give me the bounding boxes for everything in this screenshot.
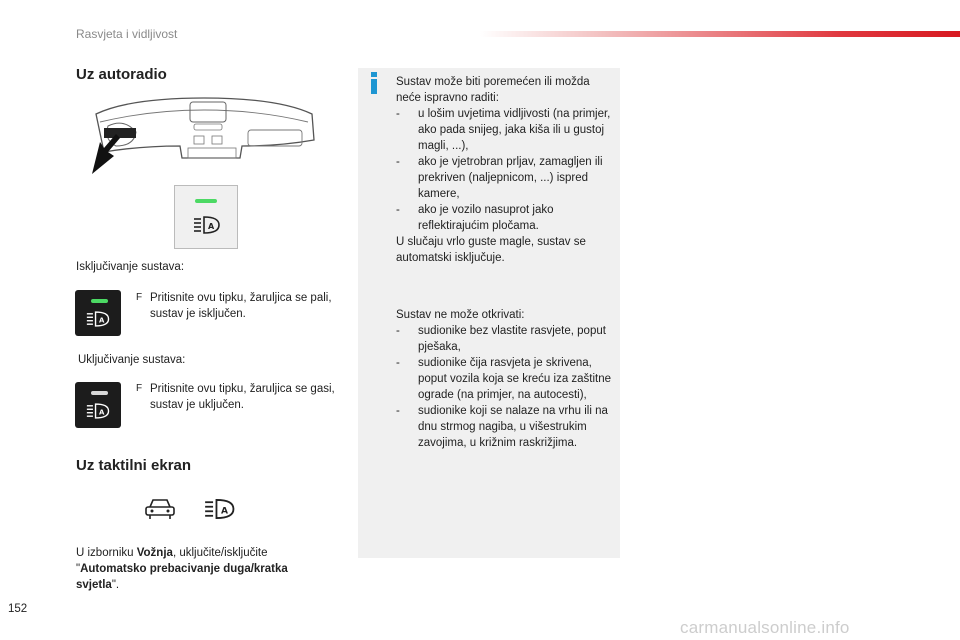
- button-closeup: [174, 185, 238, 249]
- auto-high-beam-icon: [193, 215, 223, 235]
- indicator-lamp: [195, 199, 217, 203]
- dashboard-illustration: [90, 92, 318, 176]
- menu-name: Vožnja: [136, 547, 173, 559]
- touch-instruction: [76, 545, 326, 593]
- malfunction-block: [396, 74, 614, 266]
- list-item: - ako je vjetrobran prljav, zamagljen ili prekriven (naljepnicom, ...) ispred kamere,: [396, 156, 603, 200]
- auto-high-beam-icon: [86, 402, 112, 420]
- lamp-on: [91, 299, 108, 303]
- on-instruction: [136, 381, 336, 413]
- car-icon: [144, 497, 176, 521]
- off-text: Pritisnite ovu tipku, žaruljica se pali, sustav je isključen.: [150, 292, 332, 320]
- svg-text:A: A: [99, 316, 105, 325]
- button-off-image: [75, 290, 121, 336]
- header-accent-bar: [480, 31, 960, 37]
- radio-heading: Uz autoradio: [76, 66, 167, 83]
- lamp-off: [91, 391, 108, 395]
- info-icon: [371, 72, 377, 94]
- button-on-image: [75, 382, 121, 428]
- on-text: Pritisnite ovu tipku, žaruljica se gasi, sustav je uključen.: [150, 383, 335, 411]
- off-label: Isključivanje sustava:: [76, 261, 185, 273]
- page-number: 152: [8, 603, 28, 615]
- watermark: carmanualsonline.info: [680, 618, 850, 637]
- auto-high-beam-icon: [86, 310, 112, 328]
- section-title: Rasvjeta i vidljivost: [76, 27, 178, 41]
- menu-mid: , uključite/isključite ": [76, 547, 268, 575]
- malfunction-intro: Sustav može biti poremećen ili možda neće ispravno raditi:: [396, 76, 590, 104]
- auto-high-beam-icon: [204, 496, 238, 522]
- svg-text:A: A: [208, 222, 215, 231]
- list-item: - sudionike čija rasvjeta je skrivena, poput vozila koja se kreću iza zaštitne ograde (na primjer, na autocesti),: [396, 357, 612, 401]
- svg-text:A: A: [221, 506, 229, 517]
- touch-heading: Uz taktilni ekran: [76, 457, 192, 474]
- on-label: Uključivanje sustava:: [78, 354, 186, 366]
- detect-block: [396, 307, 614, 451]
- bullet-symbol: F: [136, 383, 143, 394]
- off-instruction: [136, 290, 336, 322]
- list-item: - sudionike koji se nalaze na vrhu ili na dnu strmog nagiba, u višestrukim zavojima, u križnim raskrižjima.: [396, 405, 608, 449]
- svg-text:A: A: [99, 408, 105, 417]
- bullet-symbol: F: [136, 292, 143, 303]
- list-item: - u lošim uvjetima vidljivosti (na primjer, ako pada snijeg, jaka kiša ili u gustoj magli, ...),: [396, 108, 611, 152]
- list-item: - sudionike bez vlastite rasvjete, poput pješaka,: [396, 325, 606, 353]
- list-item: - ako je vozilo nasuprot jako reflektirajućim pločama.: [396, 204, 554, 232]
- menu-pre: U izborniku: [76, 547, 137, 559]
- fog-note: U slučaju vrlo guste magle, sustav se automatski isključuje.: [396, 236, 586, 264]
- menu-option: Automatsko prebacivanje duga/kratka svjetla: [76, 563, 288, 591]
- detect-intro: Sustav ne može otkrivati:: [396, 309, 525, 321]
- menu-post: ".: [111, 579, 120, 591]
